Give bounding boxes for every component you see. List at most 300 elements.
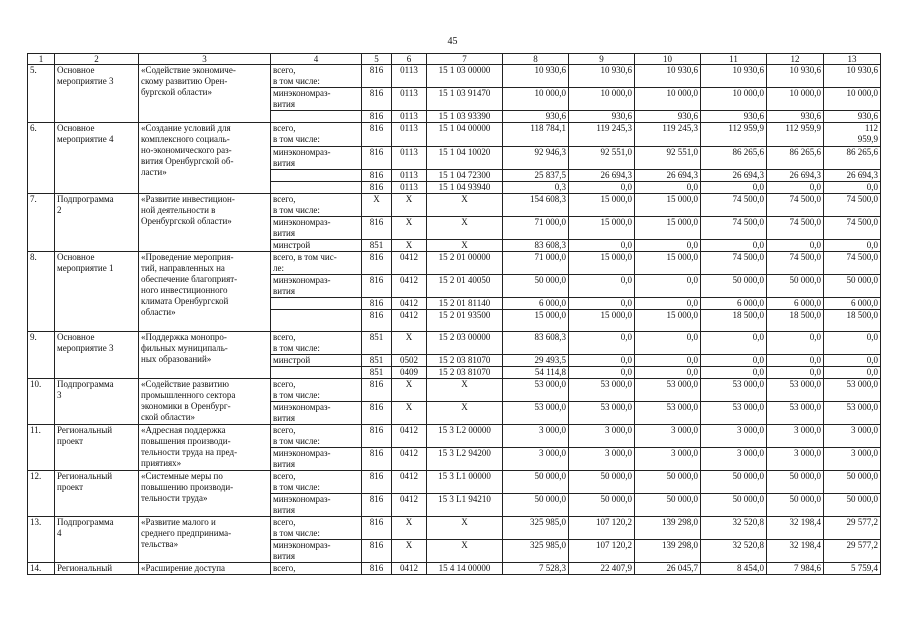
code-cell: 816 [362, 540, 392, 563]
amount-cell: 15 000,0 [569, 252, 635, 275]
header-cell: 13 [824, 54, 881, 65]
section-code-cell: 0412 [392, 563, 427, 575]
amount-cell: 0,0 [635, 240, 701, 252]
amount-cell: 0,0 [767, 182, 824, 194]
header-cell: 3 [139, 54, 271, 65]
section-code-cell: 0412 [392, 425, 427, 448]
amount-cell: 53 000,0 [635, 379, 701, 402]
amount-cell: 0,0 [635, 367, 701, 379]
amount-cell: 0,0 [767, 355, 824, 367]
section-code-cell: 0113 [392, 182, 427, 194]
amount-cell: 0,0 [824, 367, 881, 379]
executor-cell: минэкономраз- вития [271, 540, 362, 563]
amount-cell: 10 000,0 [635, 88, 701, 111]
amount-cell: 50 000,0 [701, 275, 767, 298]
amount-cell: 50 000,0 [635, 494, 701, 517]
code-cell: 816 [362, 494, 392, 517]
section-code-cell: X [392, 217, 427, 240]
executor-cell: минэкономраз- вития [271, 402, 362, 425]
code-cell: 816 [362, 65, 392, 88]
code-cell: 816 [362, 563, 392, 575]
amount-cell: 53 000,0 [701, 379, 767, 402]
amount-cell: 0,0 [701, 355, 767, 367]
amount-cell: 0,0 [635, 275, 701, 298]
section-code-cell: 0113 [392, 88, 427, 111]
executor-cell: минэкономраз- вития [271, 275, 362, 298]
amount-cell: 15 000,0 [635, 194, 701, 217]
code-cell: 816 [362, 88, 392, 111]
executor-cell: всего, в том числе: [271, 65, 362, 88]
amount-cell: 0,0 [569, 275, 635, 298]
amount-cell: 10 930,6 [635, 65, 701, 88]
table-body [28, 54, 881, 575]
target-code-cell: 15 2 03 81070 [427, 367, 503, 379]
target-code-cell: 15 1 04 10020 [427, 147, 503, 170]
table-row [28, 425, 881, 448]
header-cell: 12 [767, 54, 824, 65]
amount-cell: 0,0 [569, 240, 635, 252]
amount-cell: 50 000,0 [701, 471, 767, 494]
amount-cell: 50 000,0 [824, 471, 881, 494]
amount-cell: 32 520,8 [701, 540, 767, 563]
amount-cell: 53 000,0 [824, 379, 881, 402]
amount-cell: 10 000,0 [503, 88, 569, 111]
executor-cell: минстрой [271, 355, 362, 367]
amount-cell: 15 000,0 [635, 217, 701, 240]
item-number-cell: 5. [28, 65, 55, 123]
amount-cell: 50 000,0 [701, 494, 767, 517]
code-cell: 816 [362, 298, 392, 310]
amount-cell: 74 500,0 [701, 217, 767, 240]
amount-cell: 3 000,0 [503, 425, 569, 448]
section-code-cell: 0412 [392, 471, 427, 494]
executor-cell [271, 182, 362, 194]
amount-cell: 15 000,0 [569, 194, 635, 217]
target-code-cell: 15 1 03 00000 [427, 65, 503, 88]
amount-cell: 0,0 [824, 182, 881, 194]
code-cell: 816 [362, 217, 392, 240]
amount-cell: 32 520,8 [701, 517, 767, 540]
amount-cell: 74 500,0 [701, 194, 767, 217]
amount-cell: 74 500,0 [701, 252, 767, 275]
executor-cell: всего, в том числе: [271, 194, 362, 217]
amount-cell: 0,0 [635, 355, 701, 367]
amount-cell: 6 000,0 [767, 298, 824, 310]
code-cell: 816 [362, 170, 392, 182]
target-code-cell: 15 3 L2 00000 [427, 425, 503, 448]
amount-cell: 3 000,0 [701, 448, 767, 471]
amount-cell: 0,0 [701, 182, 767, 194]
amount-cell: 930,6 [767, 111, 824, 123]
item-title-cell: «Содействие развитию промышленного сектора экономики в Оренбург- ской области» [139, 379, 271, 425]
amount-cell: 0,0 [767, 332, 824, 355]
item-title-cell: «Создание условий для комплексного социаль- но-экономического раз- вития Оренбургской об- ласти» [139, 123, 271, 194]
table-row [28, 65, 881, 88]
table-row [28, 563, 881, 575]
section-code-cell: X [392, 379, 427, 402]
amount-cell: 118 784,1 [503, 123, 569, 147]
amount-cell: 10 000,0 [569, 88, 635, 111]
amount-cell: 92 551,0 [569, 147, 635, 170]
amount-cell: 50 000,0 [503, 494, 569, 517]
item-number-cell: 8. [28, 252, 55, 332]
amount-cell: 112 959,9 [824, 123, 881, 147]
code-cell: 816 [362, 111, 392, 123]
code-cell: 851 [362, 332, 392, 355]
amount-cell: 53 000,0 [569, 379, 635, 402]
target-code-cell: 15 2 03 81070 [427, 355, 503, 367]
section-code-cell: 0409 [392, 367, 427, 379]
amount-cell: 7 984,6 [767, 563, 824, 575]
amount-cell: 107 120,2 [569, 540, 635, 563]
target-code-cell: X [427, 540, 503, 563]
section-code-cell: 0113 [392, 123, 427, 147]
section-code-cell: 0412 [392, 310, 427, 332]
header-cell: 7 [427, 54, 503, 65]
amount-cell: 5 759,4 [824, 563, 881, 575]
amount-cell: 92 551,0 [635, 147, 701, 170]
code-cell: 816 [362, 147, 392, 170]
amount-cell: 107 120,2 [569, 517, 635, 540]
amount-cell: 50 000,0 [569, 494, 635, 517]
target-code-cell: 15 2 01 81140 [427, 298, 503, 310]
section-code-cell: 0412 [392, 252, 427, 275]
amount-cell: 71 000,0 [503, 252, 569, 275]
amount-cell: 50 000,0 [767, 275, 824, 298]
code-cell: 816 [362, 425, 392, 448]
target-code-cell: 15 3 L1 94210 [427, 494, 503, 517]
code-cell: 816 [362, 379, 392, 402]
amount-cell: 930,6 [503, 111, 569, 123]
header-cell: 10 [635, 54, 701, 65]
amount-cell: 29 577,2 [824, 517, 881, 540]
amount-cell: 26 694,3 [767, 170, 824, 182]
amount-cell: 53 000,0 [503, 379, 569, 402]
target-code-cell: 15 1 03 93390 [427, 111, 503, 123]
amount-cell: 0,0 [569, 182, 635, 194]
executor-cell: минстрой [271, 240, 362, 252]
item-type-cell: Региональный проект [55, 425, 139, 471]
amount-cell: 0,0 [824, 355, 881, 367]
amount-cell: 50 000,0 [767, 494, 824, 517]
amount-cell: 74 500,0 [824, 217, 881, 240]
amount-cell: 15 000,0 [569, 217, 635, 240]
amount-cell: 3 000,0 [569, 425, 635, 448]
code-cell: 816 [362, 182, 392, 194]
amount-cell: 3 000,0 [824, 425, 881, 448]
amount-cell: 3 000,0 [701, 425, 767, 448]
item-type-cell: Региональный [55, 563, 139, 575]
amount-cell: 32 198,4 [767, 517, 824, 540]
code-cell: 816 [362, 310, 392, 332]
amount-cell: 86 265,6 [824, 147, 881, 170]
amount-cell: 50 000,0 [767, 471, 824, 494]
amount-cell: 15 000,0 [503, 310, 569, 332]
item-title-cell: «Адресная поддержка повышения производи- тельности труда на пред- приятиях» [139, 425, 271, 471]
amount-cell: 325 985,0 [503, 517, 569, 540]
amount-cell: 53 000,0 [569, 402, 635, 425]
item-type-cell: Подпрограмма 2 [55, 194, 139, 252]
budget-table [27, 53, 881, 575]
amount-cell: 74 500,0 [767, 252, 824, 275]
section-code-cell: 0412 [392, 448, 427, 471]
executor-cell [271, 170, 362, 182]
amount-cell: 0,0 [569, 298, 635, 310]
amount-cell: 86 265,6 [767, 147, 824, 170]
target-code-cell: 15 4 14 00000 [427, 563, 503, 575]
amount-cell: 10 930,6 [701, 65, 767, 88]
amount-cell: 3 000,0 [569, 448, 635, 471]
header-cell: 4 [271, 54, 362, 65]
amount-cell: 3 000,0 [767, 448, 824, 471]
item-number-cell: 10. [28, 379, 55, 425]
target-code-cell: 15 1 04 72300 [427, 170, 503, 182]
item-title-cell: «Содействие экономиче- скому развитию Орен- бургской области» [139, 65, 271, 123]
target-code-cell: 15 2 03 00000 [427, 332, 503, 355]
amount-cell: 53 000,0 [503, 402, 569, 425]
amount-cell: 32 198,4 [767, 540, 824, 563]
target-code-cell: X [427, 402, 503, 425]
amount-cell: 15 000,0 [635, 310, 701, 332]
section-code-cell: 0113 [392, 147, 427, 170]
amount-cell: 92 946,3 [503, 147, 569, 170]
item-type-cell: Основное мероприятие 3 [55, 65, 139, 123]
target-code-cell: X [427, 379, 503, 402]
amount-cell: 0,0 [635, 182, 701, 194]
amount-cell: 18 500,0 [767, 310, 824, 332]
amount-cell: 18 500,0 [824, 310, 881, 332]
amount-cell: 6 000,0 [824, 298, 881, 310]
amount-cell: 10 930,6 [767, 65, 824, 88]
amount-cell: 26 045,7 [635, 563, 701, 575]
amount-cell: 3 000,0 [503, 448, 569, 471]
table-row [28, 123, 881, 147]
target-code-cell: 15 2 01 00000 [427, 252, 503, 275]
item-number-cell: 11. [28, 425, 55, 471]
section-code-cell: X [392, 240, 427, 252]
amount-cell: 15 000,0 [635, 252, 701, 275]
table-row [28, 471, 881, 494]
amount-cell: 50 000,0 [824, 494, 881, 517]
amount-cell: 930,6 [701, 111, 767, 123]
section-code-cell: X [392, 332, 427, 355]
section-code-cell: X [392, 517, 427, 540]
amount-cell: 8 454,0 [701, 563, 767, 575]
amount-cell: 74 500,0 [767, 194, 824, 217]
target-code-cell: 15 2 01 40050 [427, 275, 503, 298]
amount-cell: 0,3 [503, 182, 569, 194]
amount-cell: 0,0 [701, 332, 767, 355]
amount-cell: 7 528,3 [503, 563, 569, 575]
code-cell: 816 [362, 517, 392, 540]
amount-cell: 50 000,0 [824, 275, 881, 298]
code-cell: 816 [362, 448, 392, 471]
table-row [28, 194, 881, 217]
amount-cell: 29 493,5 [503, 355, 569, 367]
section-code-cell: 0113 [392, 111, 427, 123]
target-code-cell: 15 1 04 93940 [427, 182, 503, 194]
executor-cell: минэкономраз- вития [271, 217, 362, 240]
amount-cell: 0,0 [767, 240, 824, 252]
target-code-cell: X [427, 217, 503, 240]
amount-cell: 0,0 [824, 240, 881, 252]
code-cell: 851 [362, 367, 392, 379]
executor-cell: всего, в том числе: [271, 471, 362, 494]
amount-cell: 930,6 [824, 111, 881, 123]
page-number: 45 [447, 36, 458, 47]
amount-cell: 74 500,0 [767, 217, 824, 240]
item-title-cell: «Проведение мероприя- тий, направленных на обеспечение благоприят- ного инвестиционного климата Оренбургской области» [139, 252, 271, 332]
amount-cell: 54 114,8 [503, 367, 569, 379]
header-cell: 6 [392, 54, 427, 65]
amount-cell: 10 930,6 [569, 65, 635, 88]
amount-cell: 0,0 [701, 240, 767, 252]
amount-cell: 26 694,3 [701, 170, 767, 182]
amount-cell: 26 694,3 [569, 170, 635, 182]
code-cell: 816 [362, 471, 392, 494]
executor-cell: всего, в том числе: [271, 123, 362, 147]
executor-cell: всего, в том чис- ле: [271, 252, 362, 275]
amount-cell: 3 000,0 [767, 425, 824, 448]
section-code-cell: 0412 [392, 275, 427, 298]
amount-cell: 50 000,0 [503, 471, 569, 494]
amount-cell: 112 959,9 [767, 123, 824, 147]
code-cell: 816 [362, 252, 392, 275]
amount-cell: 29 577,2 [824, 540, 881, 563]
target-code-cell: 15 3 L2 94200 [427, 448, 503, 471]
section-code-cell: 0502 [392, 355, 427, 367]
amount-cell: 139 298,0 [635, 540, 701, 563]
amount-cell: 50 000,0 [635, 471, 701, 494]
item-number-cell: 6. [28, 123, 55, 194]
amount-cell: 50 000,0 [569, 471, 635, 494]
amount-cell: 0,0 [824, 332, 881, 355]
code-cell: 816 [362, 275, 392, 298]
amount-cell: 112 959,9 [701, 123, 767, 147]
amount-cell: 0,0 [569, 367, 635, 379]
executor-cell [271, 111, 362, 123]
header-row [28, 54, 881, 65]
amount-cell: 86 265,6 [701, 147, 767, 170]
amount-cell: 83 608,3 [503, 240, 569, 252]
amount-cell: 139 298,0 [635, 517, 701, 540]
amount-cell: 22 407,9 [569, 563, 635, 575]
executor-cell: всего, в том числе: [271, 379, 362, 402]
amount-cell: 10 000,0 [701, 88, 767, 111]
header-cell: 2 [55, 54, 139, 65]
amount-cell: 26 694,3 [824, 170, 881, 182]
executor-cell [271, 310, 362, 332]
item-title-cell: «Поддержка монопро- фильных муниципаль- ных образований» [139, 332, 271, 379]
amount-cell: 0,0 [635, 298, 701, 310]
target-code-cell: X [427, 517, 503, 540]
executor-cell: минэкономраз- вития [271, 494, 362, 517]
amount-cell: 26 694,3 [635, 170, 701, 182]
section-code-cell: 0113 [392, 65, 427, 88]
item-title-cell: «Развитие инвестицион- ной деятельности в Оренбургской области» [139, 194, 271, 252]
executor-cell [271, 367, 362, 379]
item-title-cell: «Развитие малого и среднего предпринима- тельства» [139, 517, 271, 563]
amount-cell: 10 000,0 [824, 88, 881, 111]
amount-cell: 53 000,0 [767, 379, 824, 402]
item-title-cell: «Системные меры по повышению производи- тельности труда» [139, 471, 271, 517]
amount-cell: 154 608,3 [503, 194, 569, 217]
amount-cell: 10 930,6 [824, 65, 881, 88]
section-code-cell: 0113 [392, 170, 427, 182]
item-type-cell: Основное мероприятие 4 [55, 123, 139, 194]
amount-cell: 0,0 [569, 355, 635, 367]
amount-cell: 10 930,6 [503, 65, 569, 88]
executor-cell: минэкономраз- вития [271, 448, 362, 471]
executor-cell: минэкономраз- вития [271, 88, 362, 111]
amount-cell: 930,6 [635, 111, 701, 123]
code-cell: 816 [362, 402, 392, 425]
amount-cell: 53 000,0 [701, 402, 767, 425]
item-number-cell: 7. [28, 194, 55, 252]
amount-cell: 25 837,5 [503, 170, 569, 182]
item-type-cell: Основное мероприятие 3 [55, 332, 139, 379]
item-number-cell: 14. [28, 563, 55, 575]
item-title-cell: «Расширение доступа [139, 563, 271, 575]
executor-cell: всего, [271, 563, 362, 575]
table-row [28, 252, 881, 275]
section-code-cell: X [392, 540, 427, 563]
table-row [28, 379, 881, 402]
header-cell: 1 [28, 54, 55, 65]
section-code-cell: 0412 [392, 298, 427, 310]
section-code-cell: X [392, 194, 427, 217]
amount-cell: 119 245,3 [569, 123, 635, 147]
target-code-cell: X [427, 240, 503, 252]
table-row [28, 332, 881, 355]
amount-cell: 930,6 [569, 111, 635, 123]
executor-cell: всего, в том числе: [271, 517, 362, 540]
target-code-cell: X [427, 194, 503, 217]
code-cell: X [362, 194, 392, 217]
header-cell: 5 [362, 54, 392, 65]
amount-cell: 83 608,3 [503, 332, 569, 355]
amount-cell: 0,0 [635, 332, 701, 355]
amount-cell: 6 000,0 [701, 298, 767, 310]
target-code-cell: 15 3 L1 00000 [427, 471, 503, 494]
amount-cell: 53 000,0 [767, 402, 824, 425]
executor-cell: всего, в том числе: [271, 425, 362, 448]
target-code-cell: 15 1 03 91470 [427, 88, 503, 111]
target-code-cell: 15 1 04 00000 [427, 123, 503, 147]
amount-cell: 53 000,0 [635, 402, 701, 425]
header-cell: 8 [503, 54, 569, 65]
code-cell: 851 [362, 240, 392, 252]
amount-cell: 71 000,0 [503, 217, 569, 240]
amount-cell: 3 000,0 [635, 425, 701, 448]
amount-cell: 15 000,0 [569, 310, 635, 332]
amount-cell: 10 000,0 [767, 88, 824, 111]
amount-cell: 74 500,0 [824, 194, 881, 217]
amount-cell: 0,0 [701, 367, 767, 379]
target-code-cell: 15 2 01 93500 [427, 310, 503, 332]
item-type-cell: Подпрограмма 4 [55, 517, 139, 563]
amount-cell: 119 245,3 [635, 123, 701, 147]
amount-cell: 0,0 [767, 367, 824, 379]
item-type-cell: Региональный проект [55, 471, 139, 517]
amount-cell: 6 000,0 [503, 298, 569, 310]
header-cell: 9 [569, 54, 635, 65]
executor-cell [271, 298, 362, 310]
table-row [28, 517, 881, 540]
amount-cell: 325 985,0 [503, 540, 569, 563]
item-number-cell: 12. [28, 471, 55, 517]
amount-cell: 18 500,0 [701, 310, 767, 332]
